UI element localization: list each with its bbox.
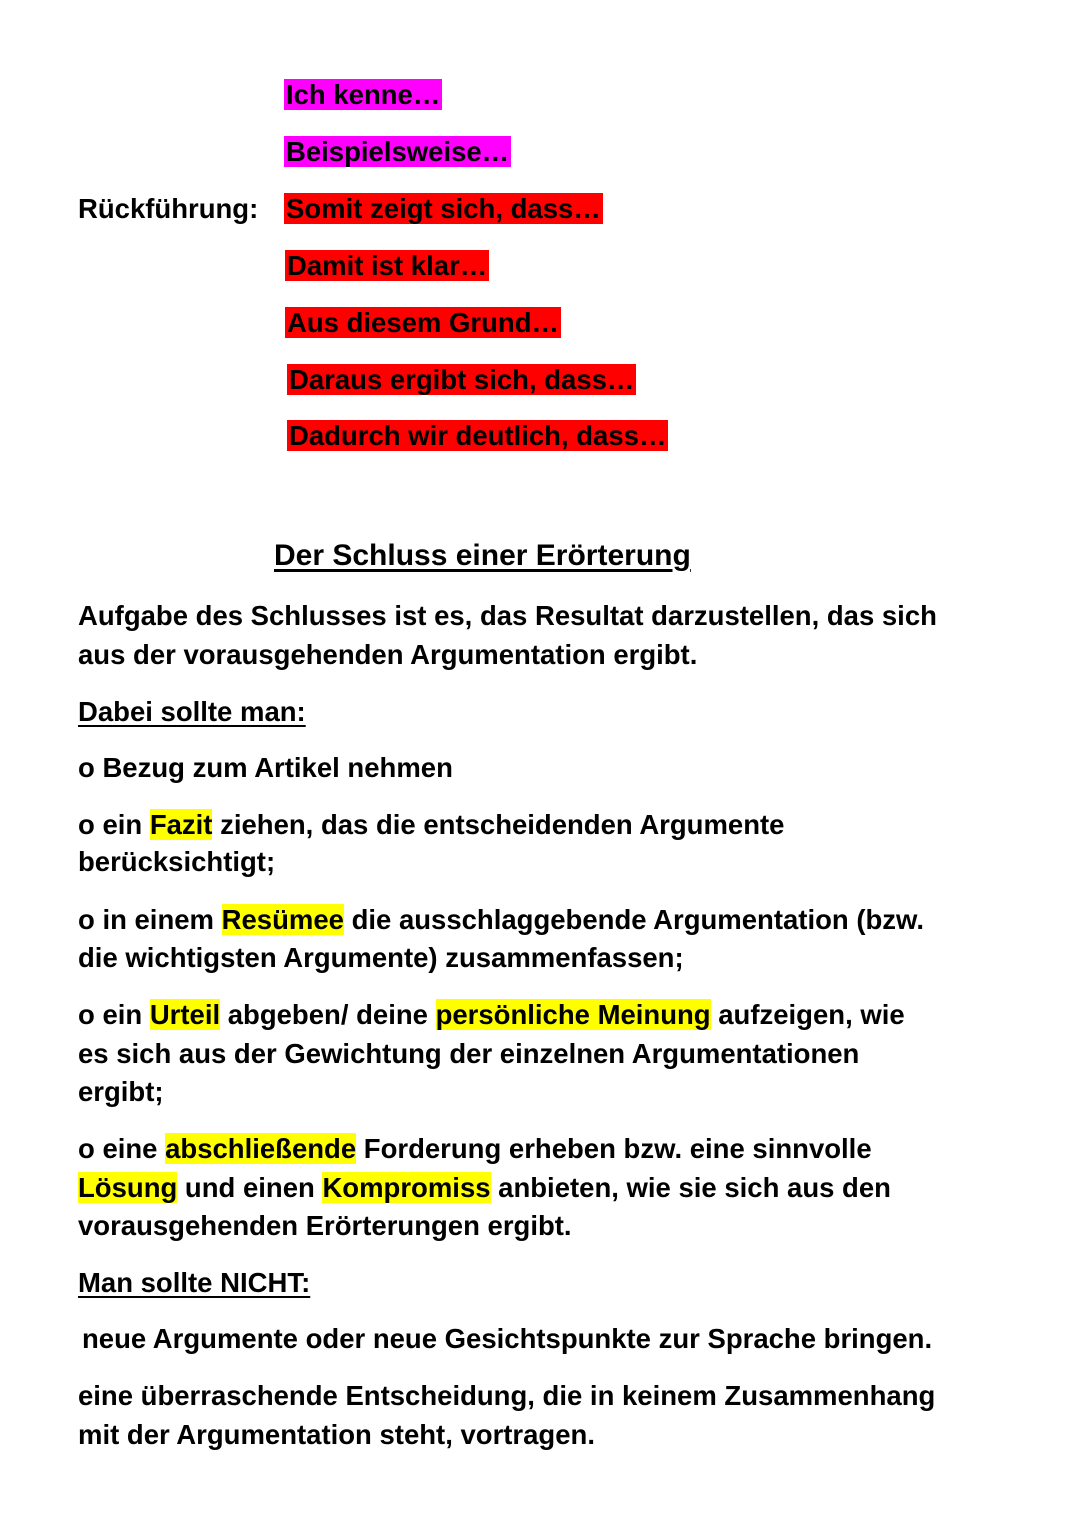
dont-item: eine überraschende Entscheidung, die in keinem Zusammenhang: [78, 1380, 936, 1411]
section-title: Der Schluss einer Erörterung: [274, 539, 691, 572]
intro-line: aus der vorausgehenden Argumentation ergibt.: [78, 639, 698, 670]
phrase-text: Dadurch wir deutlich, dass…: [289, 420, 667, 451]
phrase: [287, 417, 668, 455]
do-item-cont: die wichtigsten Argumente) zusammenfassen;: [78, 942, 684, 973]
highlight: abschließende: [165, 1133, 357, 1164]
highlight: Fazit: [149, 809, 213, 840]
do-item-cont: berücksichtigt;: [78, 846, 276, 877]
phrase-text: Ich kenne…: [286, 79, 441, 110]
phrase: [287, 361, 636, 399]
text: abgeben/ deine: [220, 999, 436, 1030]
phrase-text: Damit ist klar…: [287, 250, 488, 281]
highlight: Kompromiss: [322, 1172, 491, 1203]
rueckfuehrung-label: Rückführung:: [78, 193, 259, 224]
phrase: [284, 190, 603, 228]
do-item-cont: [78, 1169, 891, 1207]
do-item-cont: es sich aus der Gewichtung der einzelnen Argumentationen: [78, 1038, 860, 1069]
phrase: [285, 304, 561, 342]
highlight: Urteil: [149, 999, 221, 1030]
do-heading: Dabei sollte man:: [78, 696, 306, 727]
text: o ein: [78, 809, 150, 840]
text: o ein: [78, 999, 150, 1030]
phrase: [284, 76, 442, 114]
do-item: [78, 901, 924, 939]
do-item-cont: vorausgehenden Erörterungen ergibt.: [78, 1210, 572, 1241]
text: ziehen, das die entscheidenden Argumente: [212, 809, 785, 840]
phrase-text: Somit zeigt sich, dass…: [286, 193, 601, 224]
highlight: Lösung: [78, 1172, 178, 1203]
do-item: [78, 806, 784, 844]
dont-item-cont: mit der Argumentation steht, vortragen.: [78, 1419, 595, 1450]
text: anbieten, wie sie sich aus den: [490, 1172, 891, 1203]
highlight: Resümee: [221, 904, 344, 935]
dont-heading: Man sollte NICHT:: [78, 1267, 311, 1298]
text: und einen: [177, 1172, 323, 1203]
phrase-text: Beispielsweise…: [286, 136, 510, 167]
phrase: [284, 133, 511, 171]
text: aufzeigen, wie: [710, 999, 905, 1030]
do-item-cont: ergibt;: [78, 1076, 164, 1107]
text: o eine: [78, 1133, 166, 1164]
do-item: o Bezug zum Artikel nehmen: [78, 752, 453, 783]
dont-item: neue Argumente oder neue Gesichtspunkte zur Sprache bringen.: [82, 1323, 933, 1354]
phrase: [285, 247, 489, 285]
do-item: [78, 996, 905, 1034]
text: die ausschlaggebende Argumentation (bzw.: [343, 904, 925, 935]
text: o in einem: [78, 904, 222, 935]
do-item: [78, 1130, 872, 1168]
phrase-text: Aus diesem Grund…: [287, 307, 559, 338]
text: Forderung erheben bzw. eine sinnvolle: [356, 1133, 872, 1164]
phrase-text: Daraus ergibt sich, dass…: [289, 364, 635, 395]
intro-line: Aufgabe des Schlusses ist es, das Resultat darzustellen, das sich: [78, 600, 937, 631]
highlight: persönliche Meinung: [435, 999, 711, 1030]
